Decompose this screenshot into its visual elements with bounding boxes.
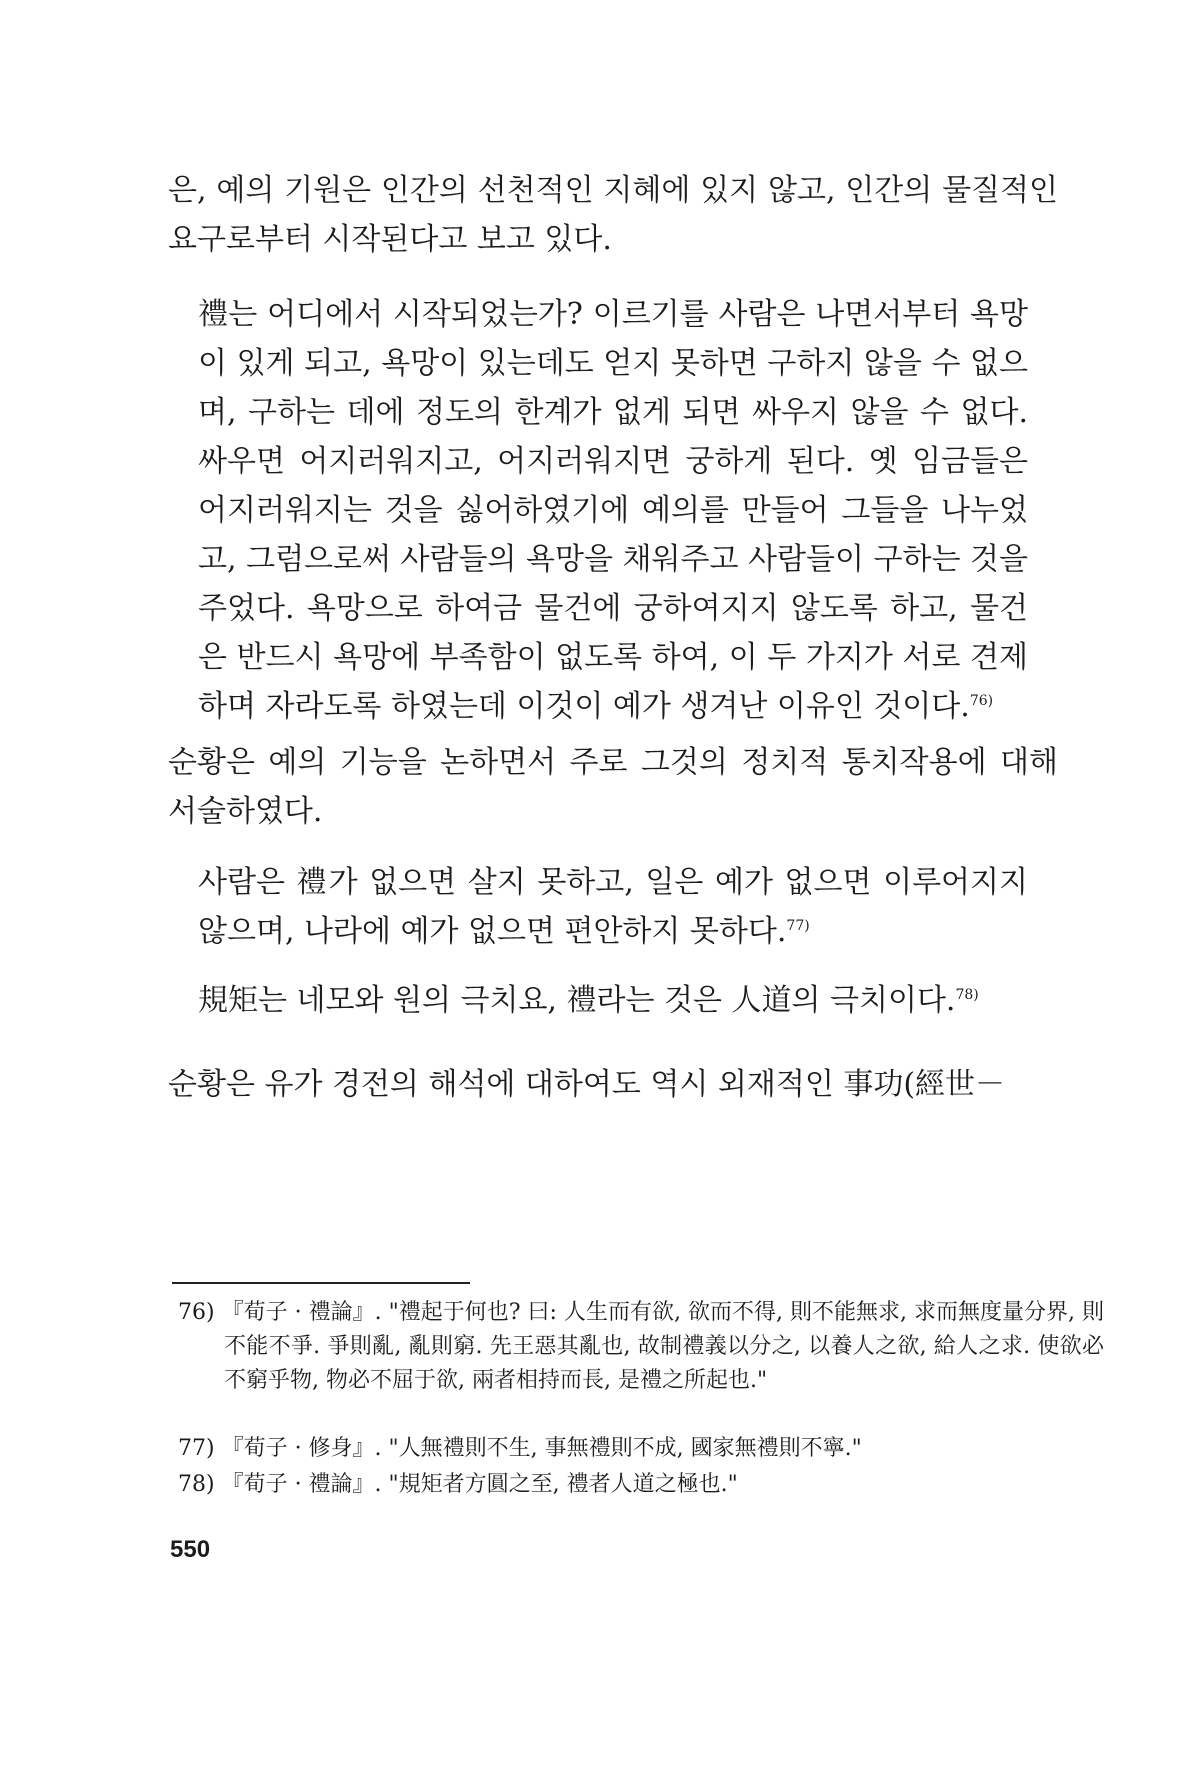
footnote-ref-78[interactable]: 78)	[955, 987, 979, 1003]
footnote-78: 78) 『荀子 · 禮論』. "規矩者方圓之至, 禮者人道之極也."	[178, 1472, 738, 1497]
page-number: 550	[170, 1536, 211, 1563]
footnote-76: 76) 『荀子 · 禮論』. "禮起于何也? 曰: 人生而有欲, 欲而不得, 則不能無求, 求而無度量分界, 則不能不爭. 爭則亂, 亂則窮. 先王惡其亂也, 故制禮義以分之, 以養人之欲, 給人之求. 使欲必不窮乎物, 物必不屈于欲, 兩者相持而長, 是禮之所起也."	[178, 1300, 1104, 1393]
body-paragraph-3: 순황은 유가 경전의 해석에 대하여도 역시 외재적인 事功(經世－	[168, 1067, 1006, 1102]
footnote-divider	[172, 1282, 470, 1284]
block-quote-3: 規矩는 네모와 원의 극치요, 禮라는 것은 人道의 극치이다.$^{78)}$	[198, 983, 979, 1018]
footnote-ref-76[interactable]: 76)	[969, 693, 994, 709]
block-quote-1: 禮는 어디에서 시작되었는가? 이르기를 사람은 나면서부터 욕망이 있게 되고, 욕망이 있는데도 얻지 못하면 구하지 않을 수 없으며, 구하는 데에 정도의 한계가 없게 되면 싸우지 않을 수 없다. 싸우면 어지러워지고, 어지러워지면 궁하게 된다. 옛 임금들은 어지러워지는 것을 싫어하였기에 예의를 만들어 그들을 나누었고, 그럼으로써 사람들의 욕망을 채워주고 사람들이 구하는 것을 주었다. 욕망으로 하여금 물건에 궁하여지지 않도록 하고, 물건은 반드시 욕망에 부족함이 없도록 하여, 이 두 가지가 서로 견제하며 자라도록 하였는데 이것이 예가 생겨난 이유인 것이다.$^{76)}$	[198, 297, 1028, 724]
footnote-ref-77[interactable]: 77)	[786, 918, 810, 934]
body-paragraph-2: 순황은 예의 기능을 논하면서 주로 그것의 정치적 통치작용에 대해 서술하였다.	[168, 745, 1058, 829]
body-paragraph-1: 은, 예의 기원은 인간의 선천적인 지혜에 있지 않고, 인간의 물질적인 요구로부터 시작된다고 보고 있다.	[168, 173, 1058, 257]
block-quote-2: 사람은 禮가 없으면 살지 못하고, 일은 예가 없으면 이루어지지 않으며, 나라에 예가 없으면 편안하지 못하다.$^{77)}$	[198, 865, 1028, 949]
footnote-77: 77) 『荀子 · 修身』. "人無禮則不生, 事無禮則不成, 國家無禮則不寧."	[178, 1436, 862, 1461]
